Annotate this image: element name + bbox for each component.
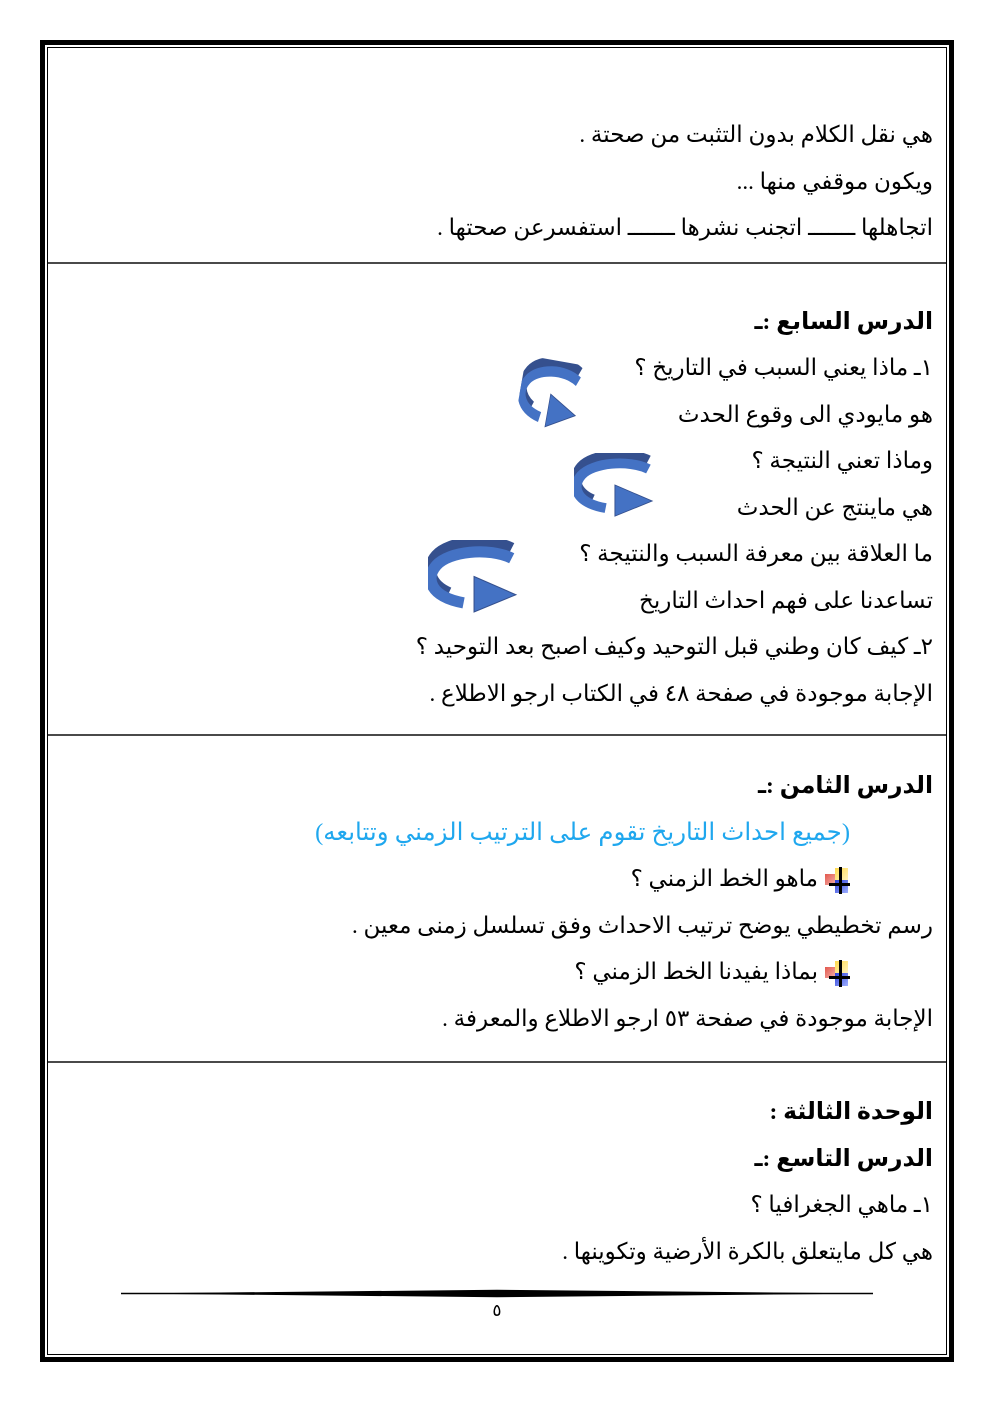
blue-note-line: (جميع احداث التاريخ تقوم على الترتيب الزمني وتتابعه) [315,818,850,846]
answer-line: الإجابة موجودة في صفحة ٥٣ ارجو الاطلاع والمعرفة . [442,1005,933,1031]
bullet-question-line [48,856,946,903]
question-line: ١ـ ماذا يعني السبب في التاريخ ؟ [634,355,933,380]
section-lesson-seven [48,264,946,718]
text-line: ويكون موقفي منها ... [736,168,933,194]
question-text: ماهو الخط الزمني ؟ [630,866,818,891]
section-unit-three [48,1063,946,1275]
lesson-heading: الدرس السابع :ـ [754,308,933,335]
answer-line: هي ماينتج عن الحدث [736,494,933,520]
bullet-question-line [48,949,946,996]
footer-tapered-rule [121,1289,873,1298]
section-lesson-eight [48,736,946,1042]
curved-arrow-icon [574,453,654,517]
colored-squares-plus-bullet-icon [825,960,850,987]
curved-arrow-icon [515,355,586,432]
text-line: اتجاهلها ـــــــ اتجنب نشرها ـــــــ استفسرعن صحتها . [437,215,933,240]
colored-squares-plus-bullet-icon [825,867,850,894]
page-number: ٥ [492,1301,502,1320]
question-line: ١ـ ماهي الجغرافيا ؟ [750,1192,933,1217]
question-line: ما العلاقة بين معرفة السبب والنتيجة ؟ [579,541,933,566]
page-border-frame [40,40,954,1362]
bullet-blue-square [835,973,848,986]
answer-line: هو مايودي الى وقوع الحدث [677,401,933,427]
answer-line: رسم تخطيطي يوضح ترتيب الاحداث وفق تسلسل زمنى معين . [352,912,933,938]
bullet-cross-vertical [839,960,842,987]
question-line: وماذا تعني النتيجة ؟ [751,448,933,473]
lesson-heading: الدرس التاسع :ـ [754,1145,933,1172]
lesson-heading: الدرس الثامن :ـ [757,773,933,799]
section-intro [48,48,946,252]
page-border-inner-line [47,47,947,1355]
page-content [48,48,946,1354]
unit-heading: الوحدة الثالثة : [769,1099,933,1125]
bullet-cross-horizontal [829,883,850,886]
question-text: بماذا يفيدنا الخط الزمني ؟ [574,959,818,984]
answer-line: هي كل مايتعلق بالكرة الأرضية وتكوينها . [562,1238,933,1264]
bullet-cross-horizontal [829,976,850,979]
question-line: ٢ـ كيف كان وطني قبل التوحيد وكيف اصبح بعد التوحيد ؟ [415,634,933,659]
bullet-blue-square [835,880,848,893]
answer-line: الإجابة موجودة في صفحة ٤٨ في الكتاب ارجو الاطلاع . [429,680,933,706]
curved-arrow-icon [428,540,518,613]
answer-line: تساعدنا على فهم احداث التاريخ [639,587,933,613]
text-line: هي نقل الكلام بدون التثبت من صحتة . [579,122,933,147]
bullet-cross-vertical [839,867,842,894]
